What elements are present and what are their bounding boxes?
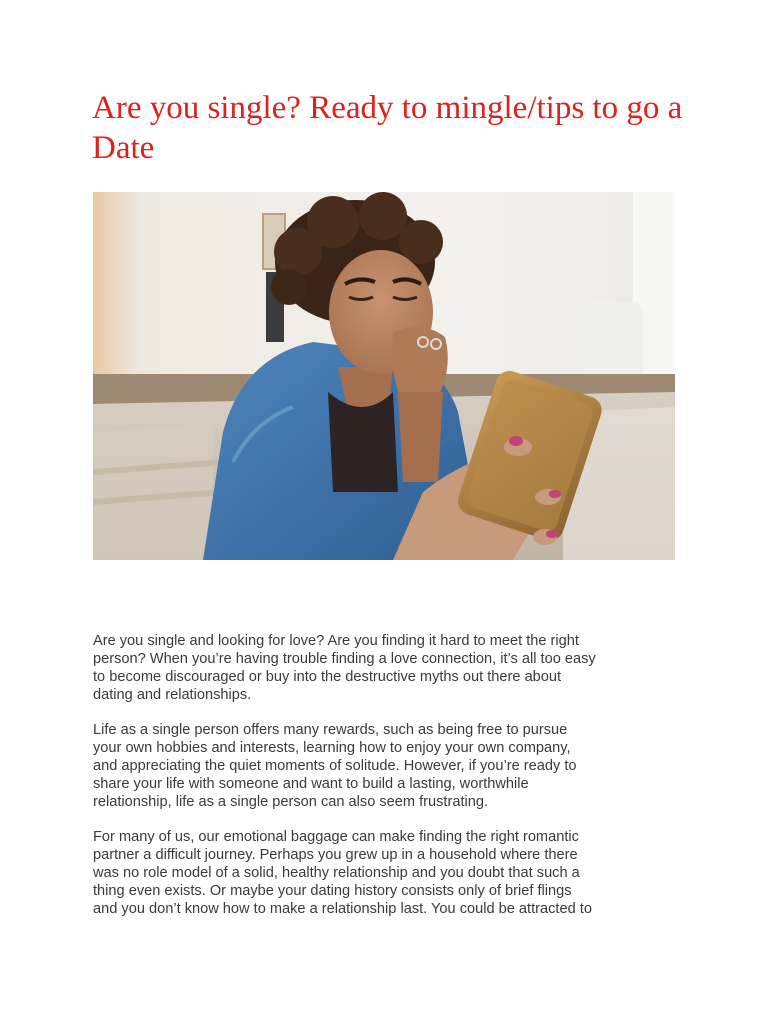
paragraph-1: Are you single and looking for love? Are you finding it hard to meet the right person? When you’re having trouble finding a love connection, it’s all too easy to become discouraged or buy into the destructive myths out there about dating and relationships.	[93, 633, 596, 703]
woman-with-phone-illustration	[93, 192, 675, 560]
paragraph-2: Life as a single person offers many rewards, such as being free to pursue your own hobbies and interests, learning how to enjoy your own company, and appreciating the quiet moments of solitude. However, if you’re ready to share your life with someone and want to build a lasting, worthwhile relationship, life as a single person can also seem frustrating.	[93, 722, 577, 810]
paragraph-3: For many of us, our emotional baggage can make finding the right romantic partner a difficult journey. Perhaps you grew up in a household where there was no role model of a solid, healthy relationship and you doubt that such a thing even exists. Or maybe your dating history consists only of brief flings and you don’t know how to make a relationship last. You could be attracted to	[93, 829, 592, 917]
article-photo	[93, 192, 675, 560]
article-title: Are you single? Ready to mingle/tips to go a Date	[92, 90, 683, 166]
article-body	[93, 632, 693, 935]
